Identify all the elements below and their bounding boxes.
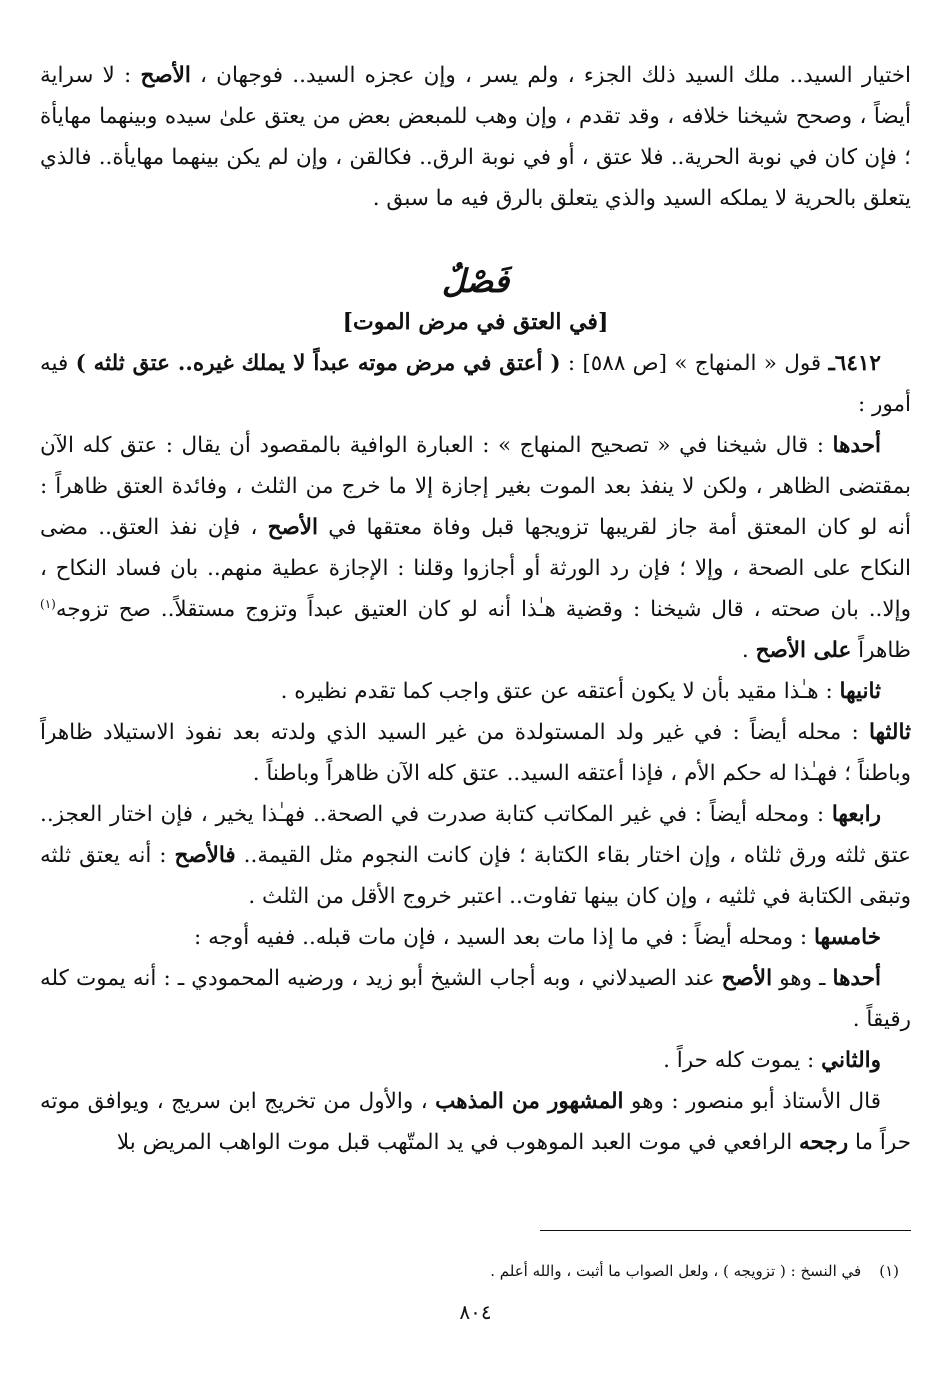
quoted-text: ( أعتق في مرض موته عبداً لا يملك غيره.. عتق ثلثه ) — [75, 351, 561, 376]
fourth-text-a: : ومحله أيضاً : في غير المكاتب كتابة صدرت في الصحة.. فهـٰذا يخير ، فإن اختار العجز.. عتق ثلثه ورق ثلثاه ، وإن اختار بقاء الكتابة ؛ فإن كانت النجوم مثل القيمة.. — [40, 802, 911, 868]
last-text-c: الرافعي في موت العبد الموهوب في يد المتّهب قبل موت الواهب المريض بلا — [116, 1130, 800, 1155]
last-bold-2: رجحه — [799, 1130, 849, 1155]
point-label: رابعها — [831, 802, 881, 827]
footnote — [40, 1258, 899, 1284]
first-point — [40, 425, 911, 671]
opinion1-bold: الأصح — [721, 966, 773, 991]
fourth-point — [40, 794, 911, 917]
last-text-b: ، والأول من تخريج ابن سريج ، ويوافق موته حراً ما — [40, 1089, 911, 1155]
point-label: ثانيها — [839, 679, 881, 704]
point-label: خامسها — [814, 925, 881, 950]
paragraph-6412-text-a: قول « المنهاج » [ص ٥٨٨] : — [560, 351, 829, 376]
footnote-number: (١) — [879, 1262, 899, 1280]
second-point — [40, 671, 911, 712]
fifth-text: : ومحله أيضاً : في ما إذا مات بعد السيد ، فإن مات قبله.. ففيه أوجه : — [194, 925, 814, 950]
second-text: : هـٰذا مقيد بأن لا يكون أعتقه عن عتق واجب كما تقدم نظيره . — [280, 679, 840, 704]
first-bold-2: على الأصح — [755, 638, 852, 663]
point-label: أحدها — [832, 966, 881, 991]
section-subtitle: [في العتق في مرض الموت] — [342, 309, 609, 335]
opinion2-text: : يموت كله حراً . — [663, 1048, 822, 1073]
opinion-one — [40, 958, 911, 1040]
first-text-c: ظاهراً — [851, 638, 911, 663]
intro-bold: الأصح — [140, 63, 191, 88]
last-paragraph — [40, 1081, 911, 1163]
third-point — [40, 712, 911, 794]
opinion-two — [40, 1040, 911, 1081]
point-label: أحدها — [832, 433, 881, 458]
last-bold-1: المشهور من المذهب — [435, 1089, 624, 1114]
footnote-marker: (١) — [40, 596, 56, 611]
page-number: ٨٠٤ — [459, 1300, 492, 1324]
footnote-divider — [540, 1230, 911, 1231]
first-text-d: . — [741, 638, 756, 663]
opinion1-text-a: ـ وهو — [772, 966, 833, 991]
fourth-text-b: : أنه يعتق ثلثه وتبقى الكتابة في ثلثيه ، وإن كان بينها تفاوت.. اعتبر خروج الأقل من الثلث . — [40, 843, 911, 909]
page-body — [40, 55, 911, 1353]
first-bold-1: الأصح — [267, 515, 319, 540]
paragraph-number: ٦٤١٢ـ — [828, 351, 881, 376]
point-label: ثالثها — [868, 720, 911, 745]
section-heading: فَصْلٌ — [441, 262, 510, 300]
first-text-a: : قال شيخنا في « تصحيح المنهاج » : العبارة الوافية بالمقصود أن يقال : عتق كله الآن بمقتضى الظاهر ، ولكن لا ينفذ بعد الموت بغير إجازة إلا ما خرج من الثلث ، وفائدة العتق ظاهراً : أنه لو كان المعتق أمة جاز لقريبها تزويجها قبل وفاة معتقها في — [40, 433, 912, 540]
point-label: والثاني — [821, 1048, 881, 1073]
fifth-point — [40, 917, 911, 958]
paragraph-6412-text-b: فيه أمور : — [40, 351, 911, 417]
paragraph-6412 — [40, 343, 911, 425]
intro-text-rest: لا سراية أيضاً ، وصحح شيخنا خلافه ، وقد تقدم ، وإن وهب للمبعض بعض من يعتق علىٰ سيده وبينهما مهايأة ؛ فإن كان في نوبة الحرية.. فلا عتق ، أو في نوبة الرق.. فكالقن ، وإن لم يكن بينهما مهايأة.. فالذي يتعلق بالحرية لا يملكه السيد والذي يتعلق بالرق فيه ما سبق . — [40, 63, 911, 211]
intro-text-b: : — [124, 63, 141, 88]
fourth-bold: فالأصح — [174, 843, 236, 868]
footnote-text: في النسخ : ( تزويجه ) ، ولعل الصواب ما أثبت ، والله أعلم . — [490, 1262, 862, 1280]
last-text-a: قال الأستاذ أبو منصور : وهو — [623, 1089, 881, 1114]
intro-text-a: اختيار السيد.. ملك السيد ذلك الجزء ، ولم يسر ، وإن عجزه السيد.. فوجهان ، — [190, 63, 912, 88]
third-text: : محله أيضاً : في غير ولد المستولدة من غير السيد الذي ولدته بعد نفوذ الاستيلاد ظاهراً وباطناً ؛ فهـٰذا له حكم الأم ، فإذا أعتقه السيد.. عتق كله الآن ظاهراً وباطناً . — [40, 720, 911, 786]
opinion1-text-b: عند الصيدلاني ، وبه أجاب الشيخ أبو زيد ، ورضيه المحمودي ـ : أنه يموت كله رقيقاً . — [40, 966, 911, 1032]
intro-paragraph — [40, 55, 911, 219]
first-text-b: ، فإن نفذ العتق.. مضى النكاح على الصحة ، وإلا ؛ فإن رد الورثة أو أجازوا وقلنا : الإجازة عطية منهم.. بان فساد النكاح ، وإلا.. بان صحته ، قال شيخنا : وقضية هـٰذا أنه لو كان العتيق عبداً وتزوج مستقلاً.. صح تزوجه — [40, 515, 911, 622]
